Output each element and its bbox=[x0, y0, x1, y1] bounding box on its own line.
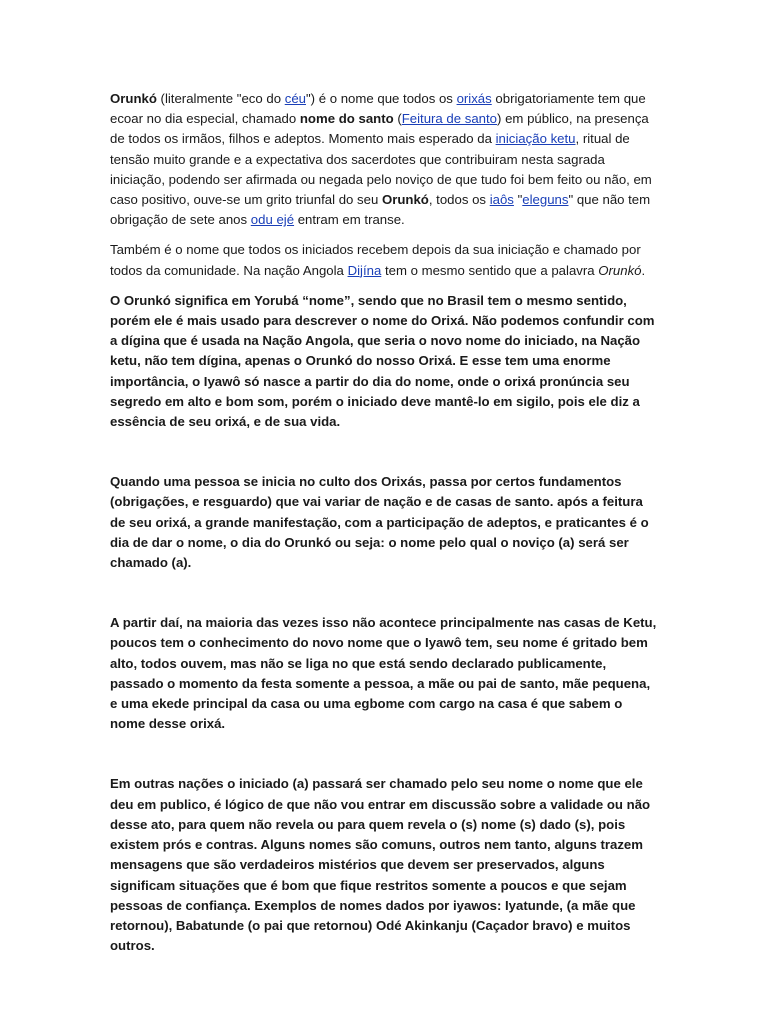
paragraph-4: Quando uma pessoa se inicia no culto dos Orixás, passa por certos fundamentos (obrigações, e resguardo) que vai variar de nação e de casas de santo. após a feitura de seu orixá, a grande manifestação, com a participação de adeptos, e praticantes é o dia de dar o nome, o dia do Orunkó ou seja: o nome pelo qual o noviço (a) será ser chamado (a). bbox=[110, 474, 649, 571]
link-orixas[interactable]: orixás bbox=[456, 91, 492, 106]
link-ceu[interactable]: céu bbox=[284, 91, 306, 106]
text-span: (literalmente "eco do bbox=[156, 91, 285, 106]
text-span: entram em transe. bbox=[294, 212, 405, 228]
term-nome-do-santo: nome do santo bbox=[299, 111, 394, 127]
text-span: ) em público, na presença de todos os irmãos, filhos e adeptos. Momento mais esperado da bbox=[110, 111, 649, 147]
link-iaos[interactable]: iaôs bbox=[489, 192, 514, 208]
text-span: " que não tem obrigação de sete anos bbox=[110, 192, 651, 228]
text-span: ( bbox=[393, 111, 402, 127]
text-span: ") é o nome que todos os bbox=[305, 91, 457, 106]
link-odu-eje[interactable]: odu ejé bbox=[250, 212, 295, 228]
text-span: , ritual de tensão muito grande e a expectativa dos sacerdotes que contribuiram nesta sagrada iniciação, podendo ser afirmada ou negada pelo noviço de que tudo foi bem feito ou não, em caso positivo, ouve-se um grito triunfal do seu bbox=[110, 131, 652, 208]
paragraph-5: A partir daí, na maioria das vezes isso não acontece principalmente nas casas de Ketu, poucos tem o conhecimento do novo nome que o Iyawô tem, seu nome é gritado bem alto, todos ouvem, mas não se liga no que está sendo declarado publicamente, passado o momento da festa somente a pessoa, a mãe ou pai de santo, mãe pequena, e uma ekede principal da casa ou uma egbome com cargo na casa é que sabem o nome desse orixá. bbox=[110, 615, 657, 732]
text-span: " bbox=[513, 192, 523, 208]
paragraph-3: O Orunkó significa em Yorubá “nome”, sendo que no Brasil tem o mesmo sentido, porém ele é mais usado para descrever o nome do Orixá. Não podemos confundir com a dígina que é usada na Nação Angola, que seria o novo nome do iniciado, na Nação ketu, não tem dígina, apenas o Orunkó do nosso Orixá. E esse tem uma enorme importância, o Iyawô só nasce a partir do dia do nome, onde o orixá pronúncia seu segredo em alto e bom som, porém o iniciado deve mantê-lo em sigilo, pois ele diz a essência de seu orixá, e de sua vida. bbox=[110, 292, 655, 430]
text-span: obrigatoriamente tem que ecoar no dia especial, chamado bbox=[110, 91, 646, 127]
term-orunko-italic: Orunkó bbox=[598, 262, 642, 278]
text-span: tem o mesmo sentido que a palavra bbox=[381, 262, 599, 278]
paragraph-1 bbox=[110, 89, 660, 230]
term-orunko: Orunkó bbox=[381, 192, 429, 208]
paragraph-2 bbox=[110, 240, 660, 280]
paragraph-6: Em outras nações o iniciado (a) passará ser chamado pelo seu nome o nome que ele deu em publico, é lógico de que não vou entrar em discussão sobre a validade ou não desse ato, para quem não revela ou para quem revela o (s) nome (s) dado (s), pois existem prós e contras. Alguns nomes são comuns, outros nem tanto, alguns trazem mensagens que são verdadeiros mistérios que devem ser preservados, alguns significam situações que é bom que fique restritos somente a poucos e que sejam pessoas de confiança. Exemplos de nomes dados por iyawos: Iyatunde, (a mãe que retornou), Babatunde (o pai que retornou) Odé Akinkanju (Caçador bravo) e muitos outros. bbox=[110, 776, 651, 954]
document-body bbox=[110, 89, 660, 956]
term-orunko: Orunkó bbox=[110, 91, 157, 106]
text-span: . bbox=[641, 262, 646, 278]
link-feitura-de-santo[interactable]: Feitura de santo bbox=[401, 111, 498, 127]
link-dijina[interactable]: Dijína bbox=[347, 262, 382, 278]
link-eleguns[interactable]: eleguns bbox=[522, 192, 569, 208]
text-span: Também é o nome que todos os iniciados recebem depois da sua iniciação e chamado por todos da comunidade. Na nação Angola bbox=[110, 242, 641, 278]
link-iniciacao-ketu[interactable]: iniciação ketu bbox=[495, 131, 576, 147]
text-span: , todos os bbox=[428, 192, 490, 208]
